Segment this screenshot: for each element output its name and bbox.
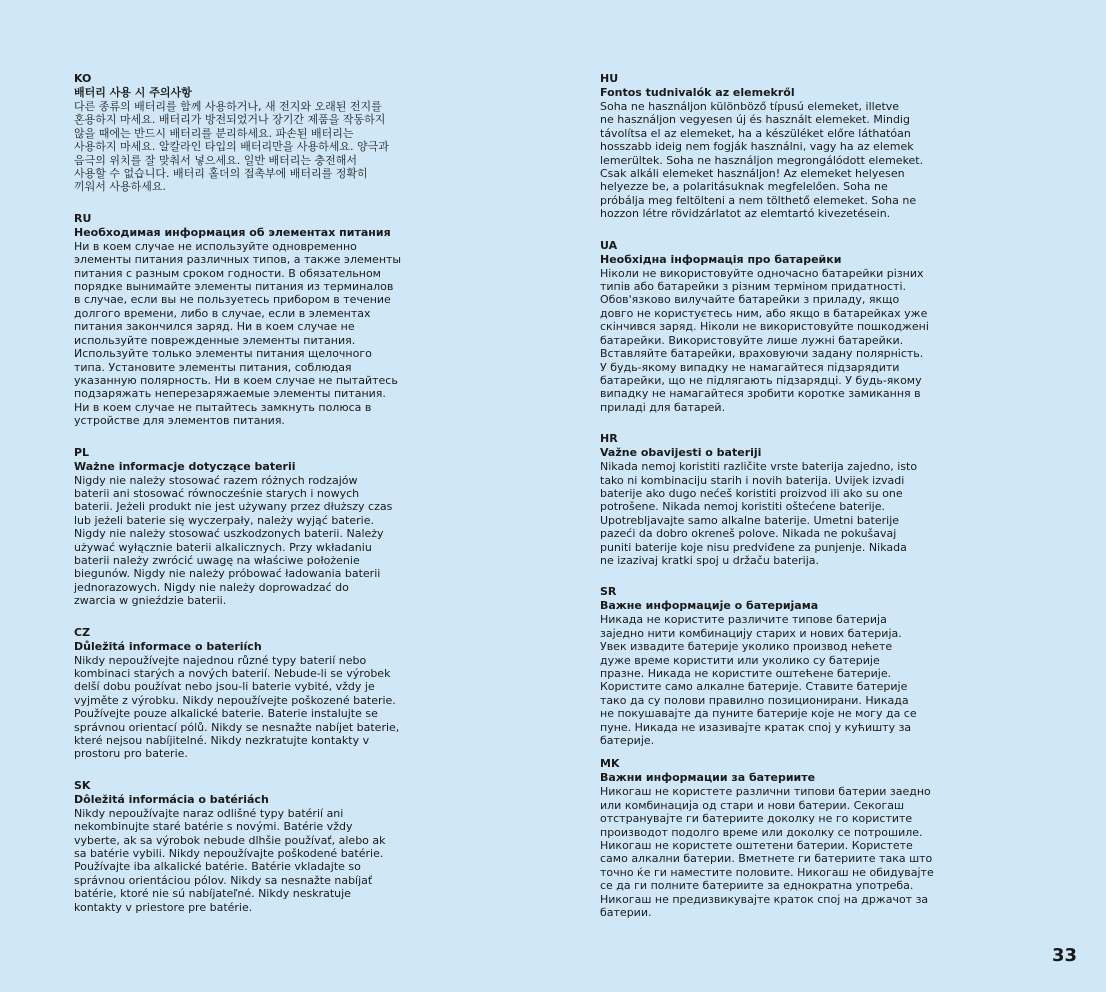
right-column [600, 72, 950, 920]
language-code: HU [600, 72, 619, 85]
section-title: Необхідна інформація про батарейки [600, 252, 842, 266]
language-code: HR [600, 432, 618, 446]
language-code: MK [600, 757, 620, 771]
section-sr [600, 585, 950, 747]
section-body: Ни в коем случае не используйте одновременно элементы питания различных типов, а также элементы питания с разным сроком годности. В обязательном порядке вынимайте элементы питания из терминалов в случае, если вы не пользуетесь прибором в течение долгого времени, либо в случае, если в элементах питания закончился заряд. Ни в коем случае не используйте поврежденные элементы питания. Используйте только элементы питания щелочного типа. Установите элементы питания, соблюдая указанную полярность. Ни в коем случае не пытайтесь подзаряжать неперезаряжаемые элементы питания. Ни в коем случае не пытайтесь замкнуть полюса в устройстве для элементов питания. [74, 239, 402, 428]
section-title: Важне информације о батеријама [600, 599, 819, 613]
section-body: 다른 종류의 배터리를 함께 사용하거나, 새 전지와 오래된 전지를 혼용하지 마세요. 배터리가 방전되었거나 장기간 제품을 작동하지 않을 때에는 반드시 배터리를 분리하세요. 파손된 배터리는 사용하지 마세요. 알칼라인 타입의 배터리만을 사용하세요. 양극과 음극의 위치를 잘 맞춰서 넣으세요. 일반 배터리는 충전해서 사용할 수 없습니다. 배터리 홀더의 접촉부에 배터리를 정확히 끼워서 사용하세요. [74, 100, 389, 194]
page-number: 33 [1051, 945, 1077, 966]
section-ko [74, 72, 424, 194]
section-title: Dôležitá informácia o batériách [74, 792, 269, 806]
section-cz [74, 626, 424, 761]
section-title: Fontos tudnivalók az elemekről [600, 86, 795, 99]
section-body: Nikada nemoj koristiti različite vrste baterija zajedno, isto tako ni kombinaciju starih i novih baterija. Uvijek izvadi baterije ako dugo nećeš koristiti proizvod ili ako su one potrošene. Nikada nemoj koristiti oštećene baterije. Upotrebljavajte samo alkalne baterije. Umetni baterije pazeći da dobro okreneš polove. Nikada ne pokušavaj puniti baterije koje nisu predviđene za punjenje. Nikada ne izazivaj kratki spoj u držaču baterija. [600, 460, 918, 567]
section-title: Důležitá informace o bateriích [74, 639, 262, 653]
section-body: Ніколи не використовуйте одночасно батарейки різних типів або батарейки з різним терміном придатності. Обов'язково вилучайте батарейки з приладу, якщо довго не користуєтесь ним, або якщо в батарейках уже скінчився заряд. Ніколи не використовуйте пошкоджені батарейки. Використовуйте лише лужні батарейки. Вставляйте батарейки, враховуючи задану полярність. У будь-якому випадку не намагайтеся підзарядити батарейки, що не підлягають підзарядці. У будь-якому випадку не намагайтеся зробити коротке замикання в приладі для батарей. [600, 266, 929, 414]
section-mk [600, 757, 950, 919]
section-ua [600, 239, 950, 414]
section-body: Nikdy nepoužívejte najednou různé typy baterií nebo kombinaci starých a nových baterií. Nebude-li se výrobek delší dobu používat nebo jsou-li baterie vybité, vždy je vyjměte z výrobku. Nikdy nepoužívejte poškozené baterie. Používejte pouze alkalické baterie. Baterie instalujte se správnou orientací pólů. Nikdy se nesnažte nabíjet baterie, které nejsou nabíjitelné. Nikdy nezkratujte kontakty v prostoru pro baterie. [74, 653, 400, 761]
section-pl [74, 446, 424, 608]
section-title: Ważne informacje dotyczące baterii [74, 459, 296, 473]
section-body: Nigdy nie należy stosować razem różnych rodzajów baterii ani stosować równocześnie starych i nowych baterii. Jeżeli produkt nie jest używany przez dłuższy czas lub jeżeli baterie się wyczerpały, należy wyjąć baterie. Nigdy nie należy stosować uszkodzonych baterii. Należy używać wyłącznie baterii alkalicznych. Przy wkładaniu baterii należy zwrócić uwagę na właściwe położenie biegunów. Nigdy nie należy próbować ładowania baterii jednorazowych. Nigdy nie należy doprowadzać do zwarcia w gnieździe baterii. [74, 473, 393, 608]
section-title: Važne obavijesti o bateriji [600, 446, 762, 460]
language-code: SK [74, 778, 91, 792]
section-title: Необходимая информация об элементах питания [74, 225, 391, 239]
section-body: Nikdy nepoužívajte naraz odlišné typy batérií ani nekombinujte staré batérie s novými. Batérie vždy vyberte, ak sa výrobok nebude dlhšie používať, alebo ak sa batérie vybili. Nikdy nepoužívajte poškodené batérie. Používajte iba alkalické batérie. Batérie vkladajte so správnou orientáciou pólov. Nikdy sa nesnažte nabíjať batérie, ktoré nie sú nabíjateľné. Nikdy neskratuje kontakty v priestore pre batérie. [74, 806, 386, 914]
language-code: CZ [74, 625, 91, 639]
section-hr [600, 432, 950, 567]
left-column [74, 72, 424, 914]
section-body: Никогаш не користете различни типови батерии заедно или комбинација од стари и нови батерии. Секогаш отстранувајте ги батериите доколку не го користите производот подолго време или доколку се потрошиле. Никогаш не користете оштетени батерии. Користете само алкални батерии. Вметнете ги батериите така што точно ќе ги наместите половите. Никогаш не обидувајте се да ги полните батериите за еднократна употреба. Никогаш не предизвикувајте краток спој на држачот за батерии. [600, 785, 934, 920]
language-code: UA [600, 238, 618, 252]
section-title: 배터리 사용 시 주의사항 [74, 86, 192, 99]
language-code: KO [74, 72, 92, 85]
section-title: Важни информации за батериите [600, 771, 816, 785]
section-sk [74, 779, 424, 914]
language-code: SR [600, 585, 617, 599]
section-body: Soha ne használjon különböző típusú elemeket, illetve ne használjon vegyesen új és használt elemeket. Mindig távolítsa el az elemeket, ha a készüléket előre láthatóan hosszabb ideig nem fogják használni, vagy ha az elemek lemerültek. Soha ne használjon megrongálódott elemeket. Csak alkáli elemeket használjon! Az elemeket helyesen helyezze be, a polaritásuknak megfelelően. Soha ne próbálja meg feltölteni a nem tölthető elemeket. Soha ne hozzon létre rövidzárlatot az elemtartó kivezetésein. [600, 100, 924, 221]
section-body: Никада не користите различите типове батерија заједно нити комбинацију старих и нових батерија. Увек извадите батерије уколико производ нећете дуже време користити или уколико су батерије празне. Никада не користите оштећене батерије. Користите само алкалне батерије. Ставите батерије тако да су полови правилно позиционирани. Никада не покушавајте да пуните батерије које не могу да се пуне. Никада не изазивајте кратак спој у кућишту за батерије. [600, 613, 917, 748]
section-hu [600, 72, 950, 221]
language-code: PL [74, 445, 90, 459]
section-ru [74, 212, 424, 428]
language-code: RU [74, 211, 92, 225]
